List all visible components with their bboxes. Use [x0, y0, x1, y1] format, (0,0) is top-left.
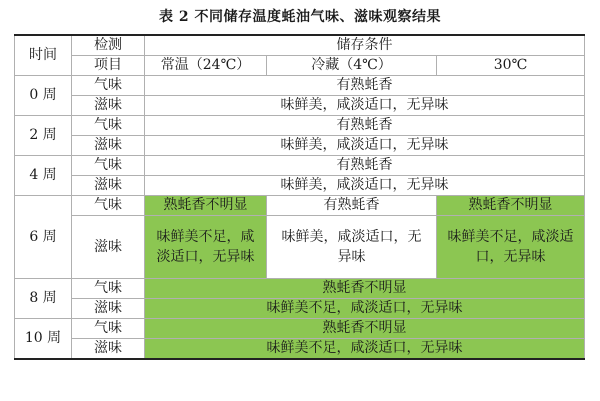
time-cell: 10 周 [15, 319, 72, 360]
table-caption: 表 2 不同储存温度蚝油气味、滋味观察结果 [159, 9, 441, 25]
observation-table [14, 34, 585, 360]
time-cell: 8 周 [15, 279, 72, 319]
item-cell: 滋味 [72, 299, 145, 319]
result-cell: 味鲜美，咸淡适口，无异味 [145, 176, 585, 196]
header-row-2 [15, 56, 585, 76]
header-time: 时间 [15, 35, 72, 76]
table-row [15, 96, 585, 116]
table-row [15, 176, 585, 196]
header-temp-4: 冷藏（4℃） [267, 56, 437, 76]
table-row [15, 196, 585, 216]
result-cell: 味鲜美不足，咸淡适口，无异味 [145, 299, 585, 319]
result-cell-24: 熟蚝香不明显 [145, 196, 267, 216]
table-row [15, 216, 585, 279]
time-cell: 0 周 [15, 76, 72, 116]
table-row [15, 136, 585, 156]
time-cell: 2 周 [15, 116, 72, 156]
result-cell-30 [437, 216, 585, 279]
item-cell: 气味 [72, 116, 145, 136]
result-cell-24 [145, 216, 267, 279]
item-cell: 气味 [72, 156, 145, 176]
header-temp-24: 常温（24℃） [145, 56, 267, 76]
result-cell: 味鲜美不足，咸淡适口，无异味 [145, 339, 585, 360]
header-item-line1: 检测 [72, 35, 145, 56]
table-row [15, 339, 585, 360]
item-cell: 滋味 [72, 96, 145, 116]
table-row [15, 116, 585, 136]
table-row [15, 299, 585, 319]
table-row [15, 156, 585, 176]
result-cell: 有熟蚝香 [145, 116, 585, 136]
item-cell: 滋味 [72, 176, 145, 196]
item-cell: 气味 [72, 196, 145, 216]
header-row-1 [15, 35, 585, 56]
item-cell: 滋味 [72, 216, 145, 279]
time-cell: 6 周 [15, 196, 72, 279]
table-row [15, 319, 585, 339]
time-cell: 4 周 [15, 156, 72, 196]
item-cell: 气味 [72, 76, 145, 96]
result-cell-4: 有熟蚝香 [267, 196, 437, 216]
result-text: 味鲜美不足，咸淡适口，无异味 [156, 229, 255, 265]
table-row [15, 76, 585, 96]
result-cell: 熟蚝香不明显 [145, 319, 585, 339]
table-row [15, 279, 585, 299]
result-text: 味鲜美不足，咸淡适口，无异味 [447, 229, 574, 265]
result-text: 味鲜美，咸淡适口，无异味 [281, 229, 422, 265]
item-cell: 滋味 [72, 136, 145, 156]
result-cell-30: 熟蚝香不明显 [437, 196, 585, 216]
header-conditions: 储存条件 [145, 35, 585, 56]
result-cell-4 [267, 216, 437, 279]
item-cell: 滋味 [72, 339, 145, 360]
result-cell: 味鲜美，咸淡适口，无异味 [145, 96, 585, 116]
header-temp-30: 30℃ [437, 56, 585, 76]
item-cell: 气味 [72, 279, 145, 299]
result-cell: 熟蚝香不明显 [145, 279, 585, 299]
header-item-line2: 项目 [72, 56, 145, 76]
item-cell: 气味 [72, 319, 145, 339]
result-cell: 有熟蚝香 [145, 156, 585, 176]
result-cell: 有熟蚝香 [145, 76, 585, 96]
result-cell: 味鲜美，咸淡适口，无异味 [145, 136, 585, 156]
